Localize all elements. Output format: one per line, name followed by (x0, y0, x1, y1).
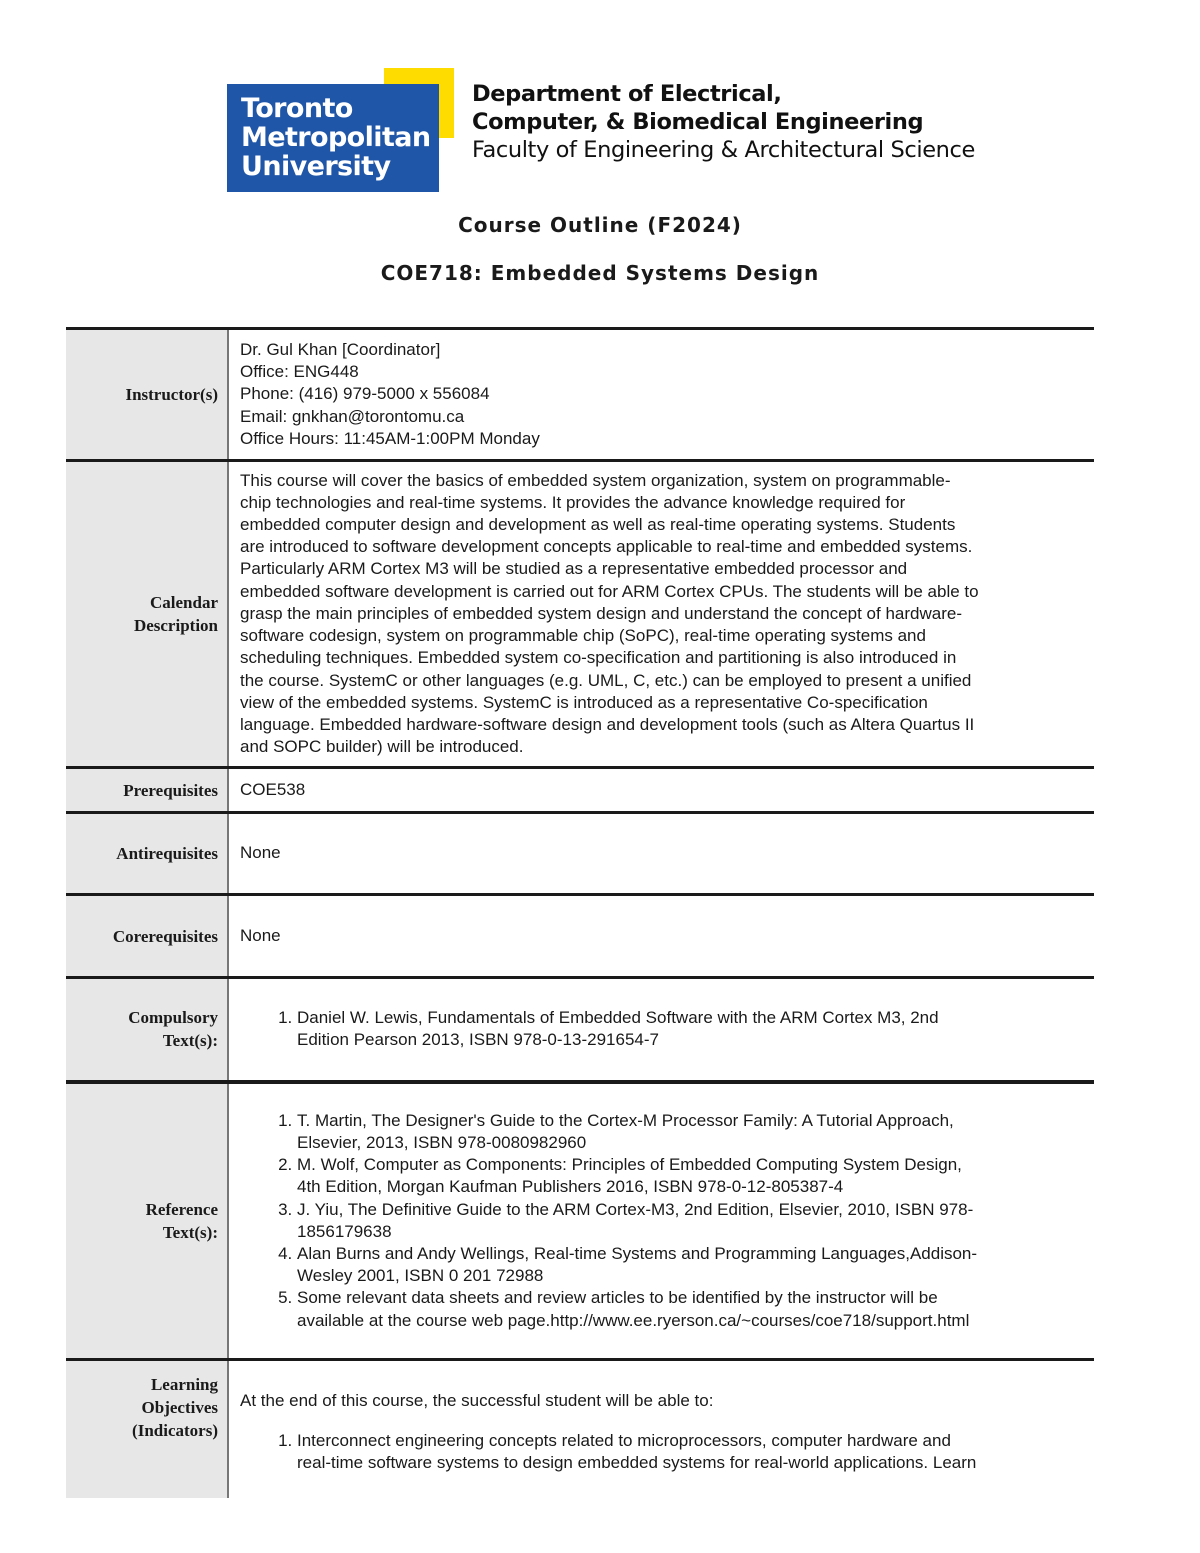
list-item (297, 1243, 1088, 1287)
list-item (297, 1154, 1088, 1198)
compulsory-label (66, 978, 228, 1082)
calendar-description (228, 461, 1094, 768)
course-outline-table (66, 327, 1094, 1498)
university-logo (227, 68, 987, 194)
list-item-line: 4. Alan Burns and Andy Wellings, Real-time Systems and Programming Languages,Addison- (297, 1243, 978, 1263)
list-item (297, 1430, 1088, 1474)
antirequisites-label: Antirequisites (66, 813, 228, 895)
calendar-label-line: Description (133, 616, 218, 635)
logo-word-3: University (241, 151, 391, 182)
corequisites-value: None (228, 895, 1094, 978)
learning-label-line: Objectives (141, 1398, 218, 1417)
instructor-office-hours: Office Hours: 11:45AM-1:00PM Monday (240, 428, 540, 448)
prerequisites-value: COE538 (228, 768, 1094, 813)
antirequisites-value: None (228, 813, 1094, 895)
prerequisites-row (66, 768, 1094, 813)
list-item-line: 1856179638 (297, 1221, 392, 1241)
learning-label-line: (Indicators) (132, 1421, 218, 1440)
calendar-line: language. Embedded hardware-software design and development tools (such as Altera Quartus II (240, 714, 975, 734)
instructor-row (66, 329, 1094, 461)
corequisites-label: Corerequisites (66, 895, 228, 978)
compulsory-label-line: Compulsory (128, 1008, 218, 1028)
list-item-line: Elsevier, 2013, ISBN 978-0080982960 (297, 1132, 587, 1152)
logo-word-1: Toronto (241, 93, 353, 124)
instructor-name: Dr. Gul Khan [Coordinator] (240, 339, 441, 359)
list-item (297, 1287, 1088, 1331)
list-item-line: 1. Interconnect engineering concepts related to microprocessors, computer hardware and (297, 1431, 951, 1451)
department-line-2: Computer, & Biomedical Engineering (472, 109, 924, 135)
calendar-line: view of the embedded systems. SystemC is introduced as a representative Co-specification (240, 692, 928, 712)
calendar-line: the course. SystemC or other languages (e.g. UML, C, etc.) can be employed to present a unified (240, 670, 972, 690)
list-item-line: real-time software systems to design embedded systems for real-world applications. Learn (297, 1453, 977, 1473)
calendar-line: grasp the main principles of embedded system design and understand the concept of hardware- (240, 603, 962, 623)
antirequisites-row (66, 813, 1094, 895)
list-item (297, 1110, 1088, 1154)
list-item-line: Wesley 2001, ISBN 0 201 72988 (297, 1266, 544, 1286)
calendar-line: embedded software development is carried out for ARM Cortex CPUs. The students will be able to (240, 581, 979, 601)
instructor-info (228, 329, 1094, 461)
calendar-line: Particularly ARM Cortex M3 will be studied as a representative embedded processor and (240, 559, 908, 579)
learning-label-line: Learning (150, 1375, 218, 1394)
faculty-line: Faculty of Engineering & Architectural Science (472, 137, 975, 163)
instructor-phone: Phone: (416) 979-5000 x 556084 (240, 384, 490, 404)
department-block (472, 80, 975, 164)
learning-list (240, 1430, 1088, 1474)
reference-label (66, 1082, 228, 1360)
instructor-label: Instructor(s) (66, 329, 228, 461)
learning-objectives-label (66, 1360, 228, 1498)
list-item-line: 2. M. Wolf, Computer as Components: Principles of Embedded Computing System Design, (297, 1155, 962, 1175)
compulsory-texts (228, 978, 1094, 1082)
list-item-line: 3. J. Yiu, The Definitive Guide to the ARM Cortex-M3, 2nd Edition, Elsevier, 2010, ISBN 978- (297, 1199, 974, 1219)
reference-list (240, 1110, 1088, 1332)
compulsory-list (240, 1007, 1088, 1051)
list-item-line: 5. Some relevant data sheets and review articles to be identified by the instructor will be (297, 1288, 938, 1308)
calendar-line: and SOPC builder) will be introduced. (240, 737, 524, 757)
learning-objectives-row (66, 1360, 1094, 1498)
calendar-line: This course will cover the basics of embedded system organization, system on programmable- (240, 470, 951, 490)
outline-title: Course Outline (F2024) (458, 213, 742, 237)
calendar-label-line: Calendar (150, 593, 218, 612)
department-line-1: Department of Electrical, (472, 81, 782, 107)
instructor-office: Office: ENG448 (240, 362, 359, 382)
calendar-line: chip technologies and real-time systems. It provides the advance knowledge required for (240, 492, 906, 512)
logo-word-2: Metropolitan (241, 122, 431, 153)
learning-objectives (228, 1360, 1094, 1498)
calendar-line: scheduling techniques. Embedded system co-specification and partitioning is also introduced in (240, 648, 957, 668)
calendar-row (66, 461, 1094, 768)
list-item-line: 1. Daniel W. Lewis, Fundamentals of Embedded Software with the ARM Cortex M3, 2nd (297, 1008, 939, 1028)
reference-texts (228, 1082, 1094, 1360)
list-item (297, 1007, 1088, 1051)
list-item (297, 1199, 1088, 1243)
corequisites-row (66, 895, 1094, 978)
reference-row (66, 1082, 1094, 1360)
list-item-line: available at the course web page.http://www.ee.ryerson.ca/~courses/coe718/support.html (297, 1310, 970, 1330)
course-title: COE718: Embedded Systems Design (380, 261, 820, 285)
logo-wordmark (241, 94, 431, 181)
list-item-line: 4th Edition, Morgan Kaufman Publishers 2016, ISBN 978-0-12-805387-4 (297, 1177, 844, 1197)
calendar-line: are introduced to software development concepts applicable to real-time and embedded systems. (240, 537, 973, 557)
instructor-email: Email: gnkhan@torontomu.ca (240, 406, 465, 426)
calendar-line: embedded computer design and development as well as real-time operating systems. Students (240, 515, 956, 535)
list-item-line: Edition Pearson 2013, ISBN 978-0-13-291654-7 (297, 1030, 659, 1050)
compulsory-label-line: Text(s): (162, 1031, 218, 1051)
learning-intro: At the end of this course, the successful student will be able to: (240, 1391, 714, 1410)
calendar-label (66, 461, 228, 768)
calendar-line: software codesign, system on programmable chip (SoPC), real-time operating systems and (240, 626, 926, 646)
list-item-line: 1. T. Martin, The Designer's Guide to the Cortex-M Processor Family: A Tutorial Approach, (297, 1110, 954, 1130)
reference-label-line: Text(s): (162, 1222, 218, 1242)
prerequisites-label: Prerequisites (66, 768, 228, 813)
reference-label-line: Reference (145, 1199, 218, 1219)
compulsory-row (66, 978, 1094, 1082)
